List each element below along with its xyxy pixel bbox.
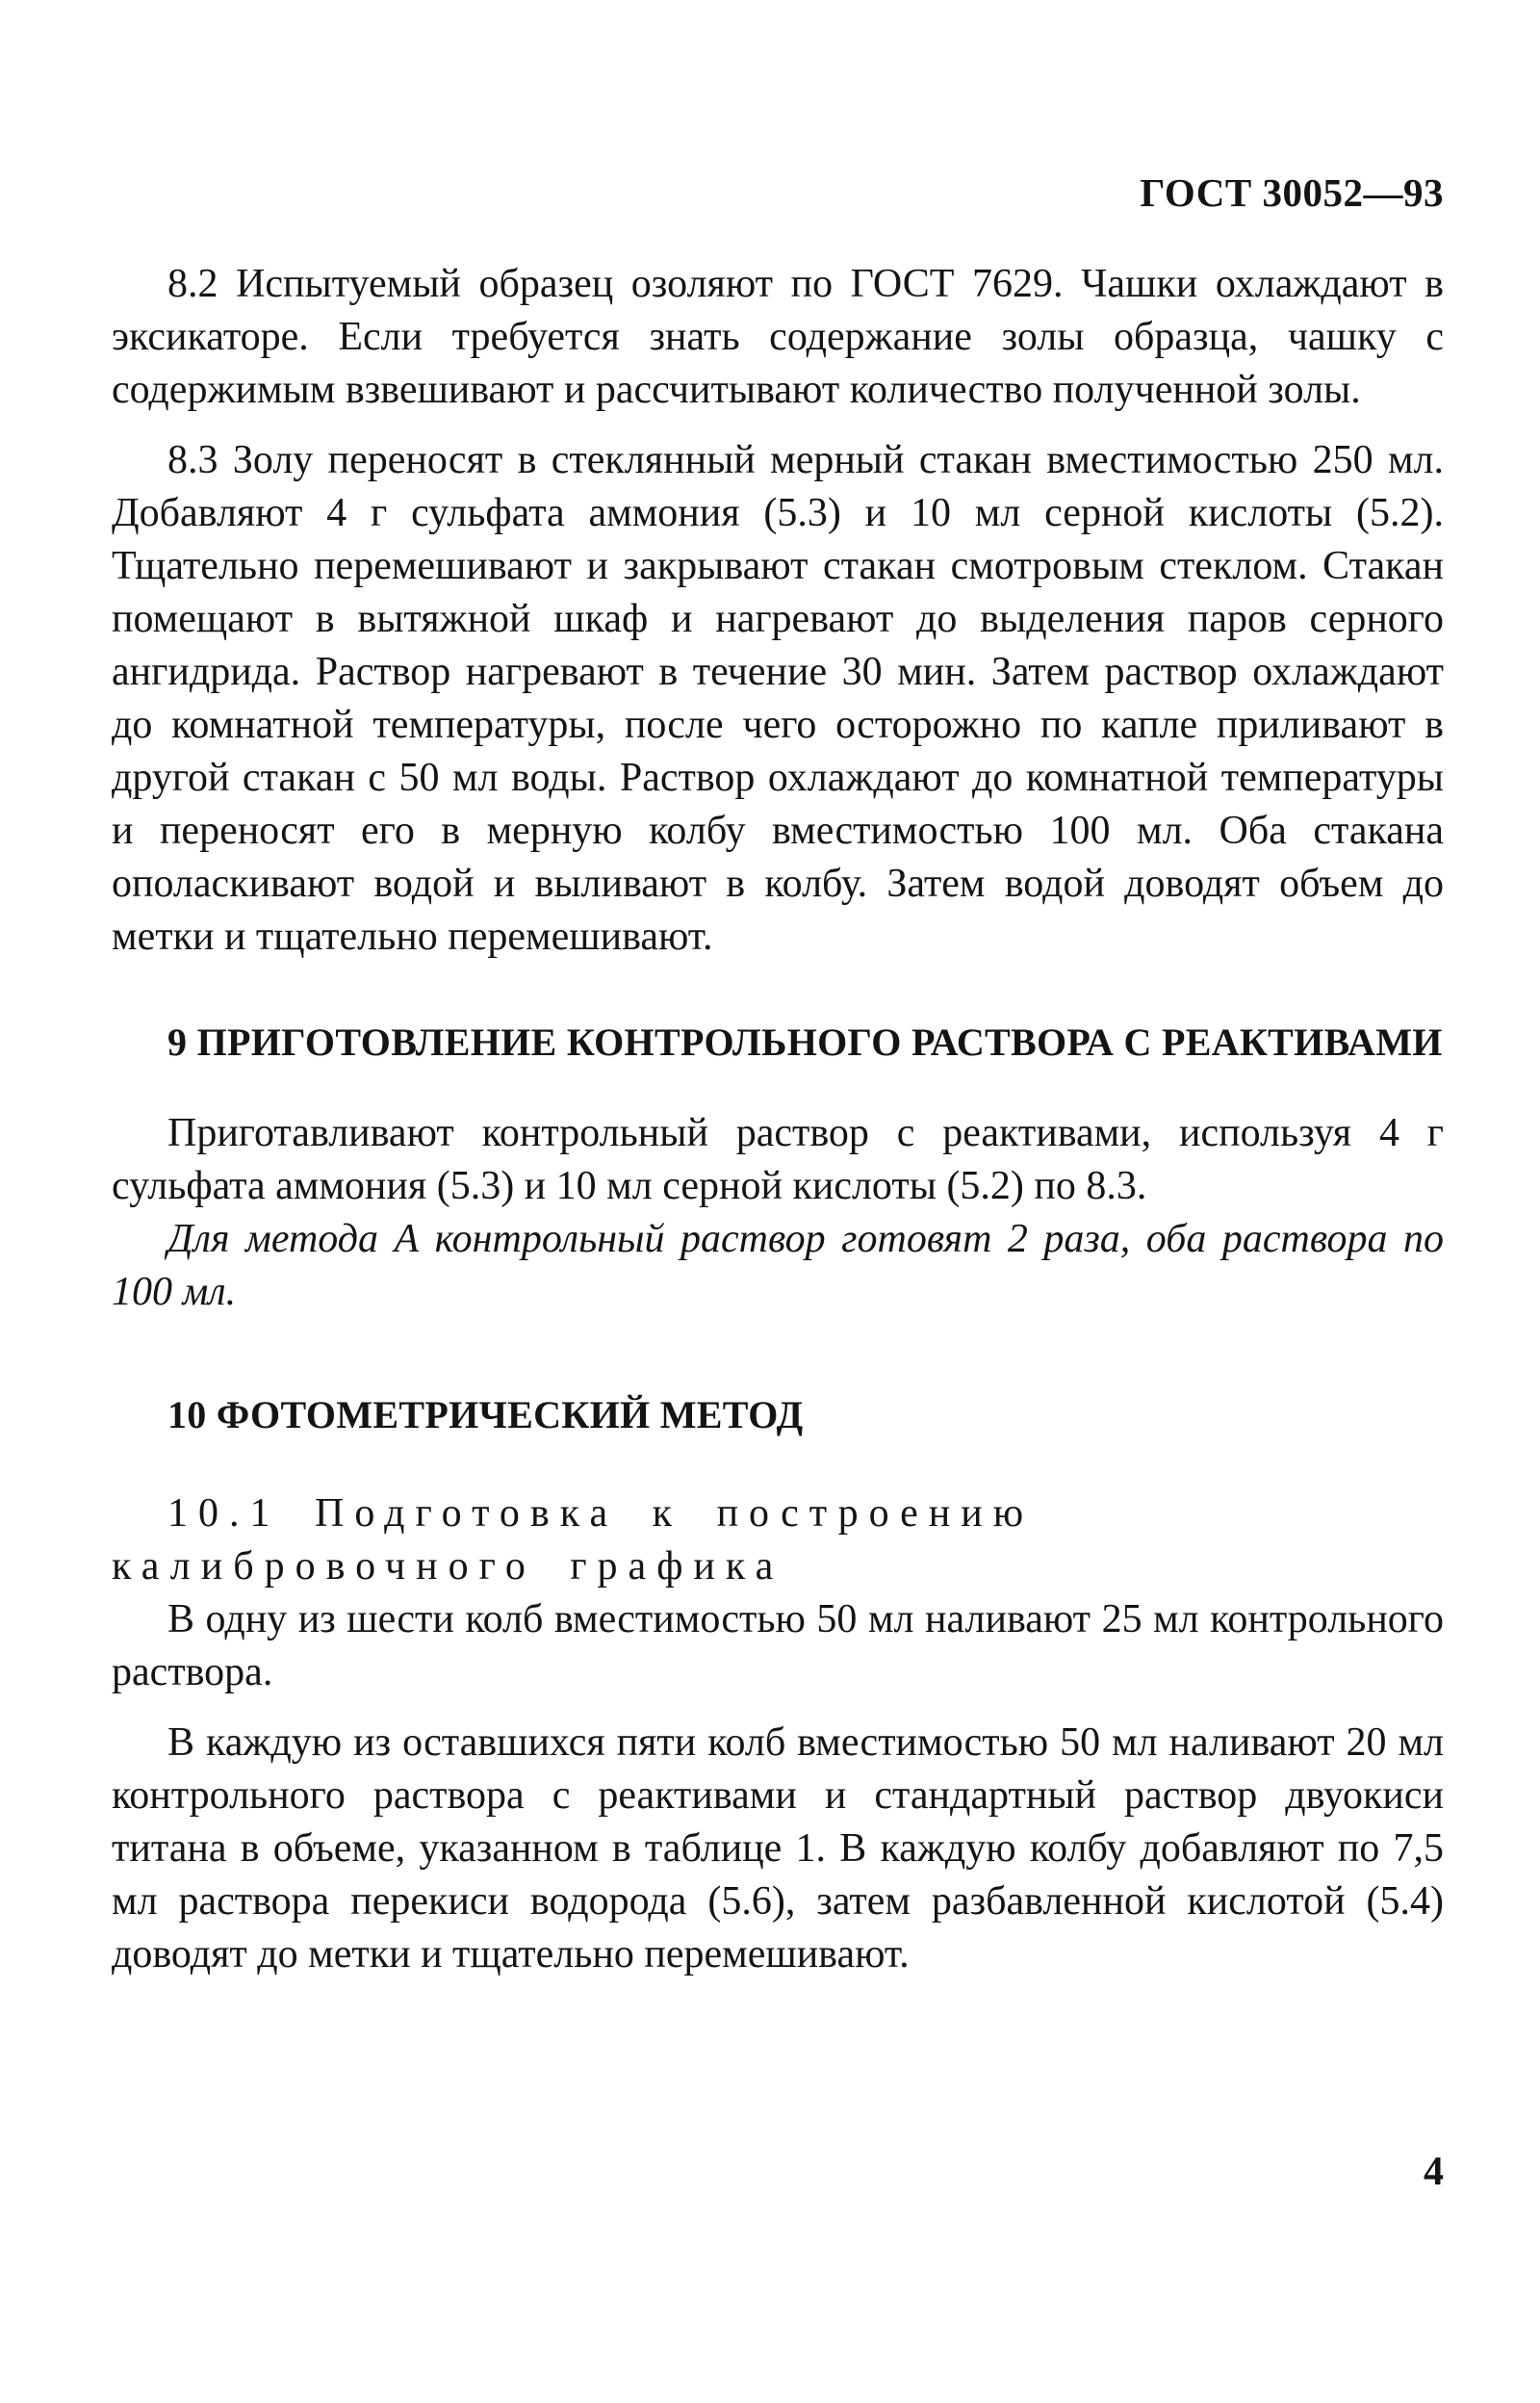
paragraph-10-1-a: В одну из шести колб вместимостью 50 мл наливают 25 мл контрольного раствора. [112,1597,1444,1694]
section-10-heading: 10 ФОТОМЕТРИЧЕСКИЙ МЕТОД [167,1393,804,1436]
subsection-10-1-title: 10.1 Подготовка к построению калибровочного графика [112,1491,1035,1589]
paragraph-9-1: Приготавливают контрольный раствор с реактивами, используя 4 г сульфата аммония (5.3) и 10 мл серной кислоты (5.2) по 8.3. [112,1111,1444,1208]
paragraph-9-note: Для метода А контрольный раствор готовят 2 раза, оба раствора по 100 мл. [112,1217,1444,1314]
document-page [112,0,1444,2403]
section-9-heading: 9 ПРИГОТОВЛЕНИЕ КОНТРОЛЬНОГО РАСТВОРА С РЕАКТИВАМИ [167,1021,1443,1064]
document-code-header: ГОСТ 30052—93 [1140,170,1444,215]
paragraph-10-1-b: В каждую из оставшихся пяти колб вместимостью 50 мл наливают 20 мл контрольного раствора с реактивами и стандартный раствор двуокиси титана в объеме, указанном в таблице 1. В каждую колбу добавляют по 7,5 мл раствора перекиси водорода (5.6), затем разбавленной кислотой (5.4) доводят до метки и тщательно перемешивают. [112,1720,1444,1977]
paragraph-8-2: 8.2 Испытуемый образец озоляют по ГОСТ 7629. Чашки охлаждают в эксикаторе. Если требуется знать содержание золы образца, чашку с содержимым взвешивают и рассчитывают количество полученной золы. [112,262,1444,412]
paragraph-8-3: 8.3 Золу переносят в стеклянный мерный стакан вместимостью 250 мл. Добавляют 4 г сульфата аммония (5.3) и 10 мл серной кислоты (5.2). Тщательно перемешивают и закрывают стакан смотровым стеклом. Стакан помещают в вытяжной шкаф и нагревают до выделения паров серного ангидрида. Раствор нагревают в течение 30 мин. Затем раствор охлаждают до комнатной температуры, после чего осторожно по капле приливают в другой стакан с 50 мл воды. Раствор охлаждают до комнатной температуры и переносят его в мерную колбу вместимостью 100 мл. Оба стакана ополаскивают водой и выливают в колбу. Затем водой доводят объем до метки и тщательно перемешивают. [112,438,1444,959]
page-number: 4 [1424,2150,1444,2194]
document-body [112,258,1444,1981]
